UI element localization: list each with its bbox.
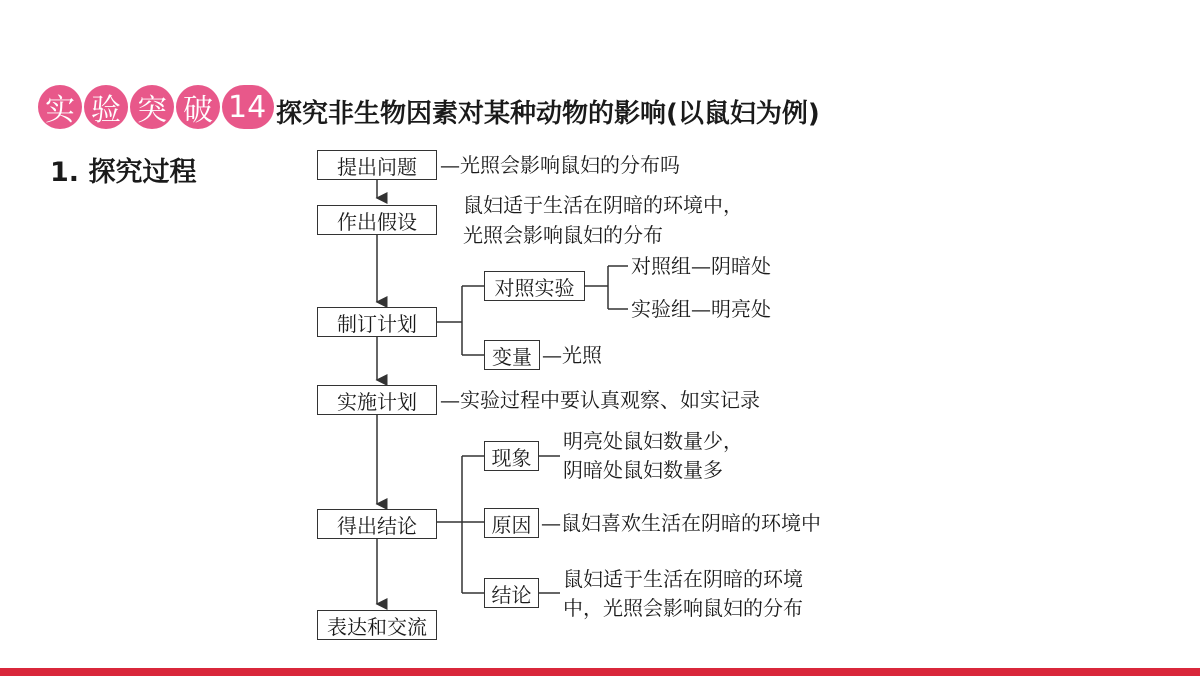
step-communicate: 表达和交流	[317, 610, 437, 640]
implement-text: —实验过程中要认真观察、如实记录	[440, 388, 760, 412]
control-group-text: 对照组—阴暗处	[631, 254, 771, 278]
phenomenon-line-2: 阴暗处鼠妇数量多	[563, 458, 723, 482]
page-title: 探究非生物因素对某种动物的影响(以鼠妇为例)	[276, 99, 820, 129]
badge-char: 实	[38, 85, 82, 129]
question-text: —光照会影响鼠妇的分布吗	[440, 153, 680, 177]
variable-text: —光照	[542, 343, 602, 367]
section-title: 1. 探究过程	[50, 157, 197, 188]
box-variable: 变量	[484, 340, 540, 370]
step-draw-conclusion: 得出结论	[317, 509, 437, 539]
step-make-plan: 制订计划	[317, 307, 437, 337]
hypothesis-line-2: 光照会影响鼠妇的分布	[463, 223, 663, 247]
box-controlled-experiment: 对照实验	[484, 271, 585, 301]
conclusion-line-2: 中，光照会影响鼠妇的分布	[563, 596, 803, 620]
badge-number: 14	[222, 85, 274, 129]
phenomenon-line-1: 明亮处鼠妇数量少，	[563, 429, 743, 453]
badge-char: 破	[176, 85, 220, 129]
bottom-accent-bar	[0, 668, 1200, 676]
box-reason: 原因	[484, 508, 539, 538]
step-hypothesis: 作出假设	[317, 205, 437, 235]
box-phenomenon: 现象	[484, 441, 539, 471]
hypothesis-line-1: 鼠妇适于生活在阴暗的环境中，	[463, 193, 743, 217]
experiment-group-text: 实验组—明亮处	[631, 297, 771, 321]
badge-char: 验	[84, 85, 128, 129]
step-ask-question: 提出问题	[317, 150, 437, 180]
reason-text: —鼠妇喜欢生活在阴暗的环境中	[541, 511, 821, 535]
conclusion-line-1: 鼠妇适于生活在阴暗的环境	[563, 567, 803, 591]
box-conclusion: 结论	[484, 578, 539, 608]
badge-char: 突	[130, 85, 174, 129]
step-implement-plan: 实施计划	[317, 385, 437, 415]
